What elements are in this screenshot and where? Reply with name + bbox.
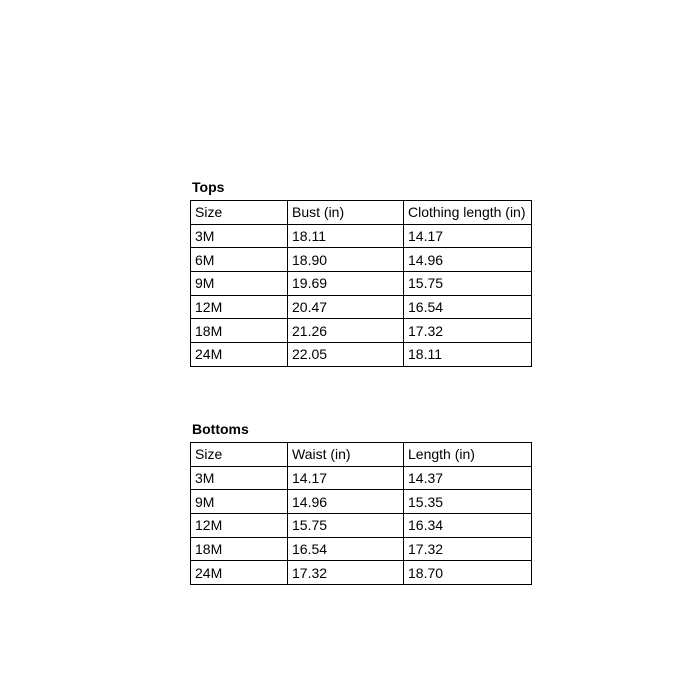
table-cell: 3M — [191, 466, 288, 490]
bottoms-section — [190, 422, 532, 585]
table-row — [191, 561, 532, 585]
column-header: Size — [191, 201, 288, 225]
table-row — [191, 466, 532, 490]
table-cell: 20.47 — [288, 295, 404, 319]
table-cell: 15.75 — [288, 514, 404, 538]
table-row — [191, 490, 532, 514]
table-row — [191, 272, 532, 296]
table-cell: 21.26 — [288, 319, 404, 343]
table-cell: 14.37 — [404, 466, 532, 490]
table-cell: 3M — [191, 224, 288, 248]
table-cell: 14.96 — [288, 490, 404, 514]
table-cell: 24M — [191, 561, 288, 585]
table-cell: 16.54 — [288, 537, 404, 561]
table-cell: 12M — [191, 295, 288, 319]
table-cell: 17.32 — [404, 319, 532, 343]
table-cell: 9M — [191, 490, 288, 514]
table-cell: 16.54 — [404, 295, 532, 319]
table-cell: 14.17 — [288, 466, 404, 490]
column-header: Length (in) — [404, 443, 532, 467]
table-cell: 17.32 — [404, 537, 532, 561]
tops-title: Tops — [192, 179, 225, 195]
table-cell: 16.34 — [404, 514, 532, 538]
table-cell: 15.75 — [404, 272, 532, 296]
table-cell: 14.17 — [404, 224, 532, 248]
column-header: Size — [191, 443, 288, 467]
table-row — [191, 224, 532, 248]
column-header: Clothing length (in) — [404, 201, 532, 225]
table-cell: 17.32 — [288, 561, 404, 585]
table-cell: 22.05 — [288, 343, 404, 367]
table-cell: 18M — [191, 319, 288, 343]
header-row — [191, 443, 532, 467]
table-row — [191, 319, 532, 343]
table-cell: 18.70 — [404, 561, 532, 585]
tops-size-table — [190, 200, 532, 367]
table-row — [191, 514, 532, 538]
table-cell: 12M — [191, 514, 288, 538]
bottoms-title: Bottoms — [192, 421, 249, 437]
column-header: Waist (in) — [288, 443, 404, 467]
table-row — [191, 343, 532, 367]
table-cell: 15.35 — [404, 490, 532, 514]
header-row — [191, 201, 532, 225]
table-row — [191, 537, 532, 561]
table-cell: 9M — [191, 272, 288, 296]
column-header: Bust (in) — [288, 201, 404, 225]
table-cell: 24M — [191, 343, 288, 367]
table-cell: 6M — [191, 248, 288, 272]
table-row — [191, 295, 532, 319]
table-cell: 18.11 — [404, 343, 532, 367]
table-cell: 14.96 — [404, 248, 532, 272]
table-cell: 19.69 — [288, 272, 404, 296]
table-cell: 18M — [191, 537, 288, 561]
bottoms-size-table — [190, 442, 532, 585]
table-cell: 18.11 — [288, 224, 404, 248]
tops-section — [190, 180, 532, 367]
table-cell: 18.90 — [288, 248, 404, 272]
table-row — [191, 248, 532, 272]
